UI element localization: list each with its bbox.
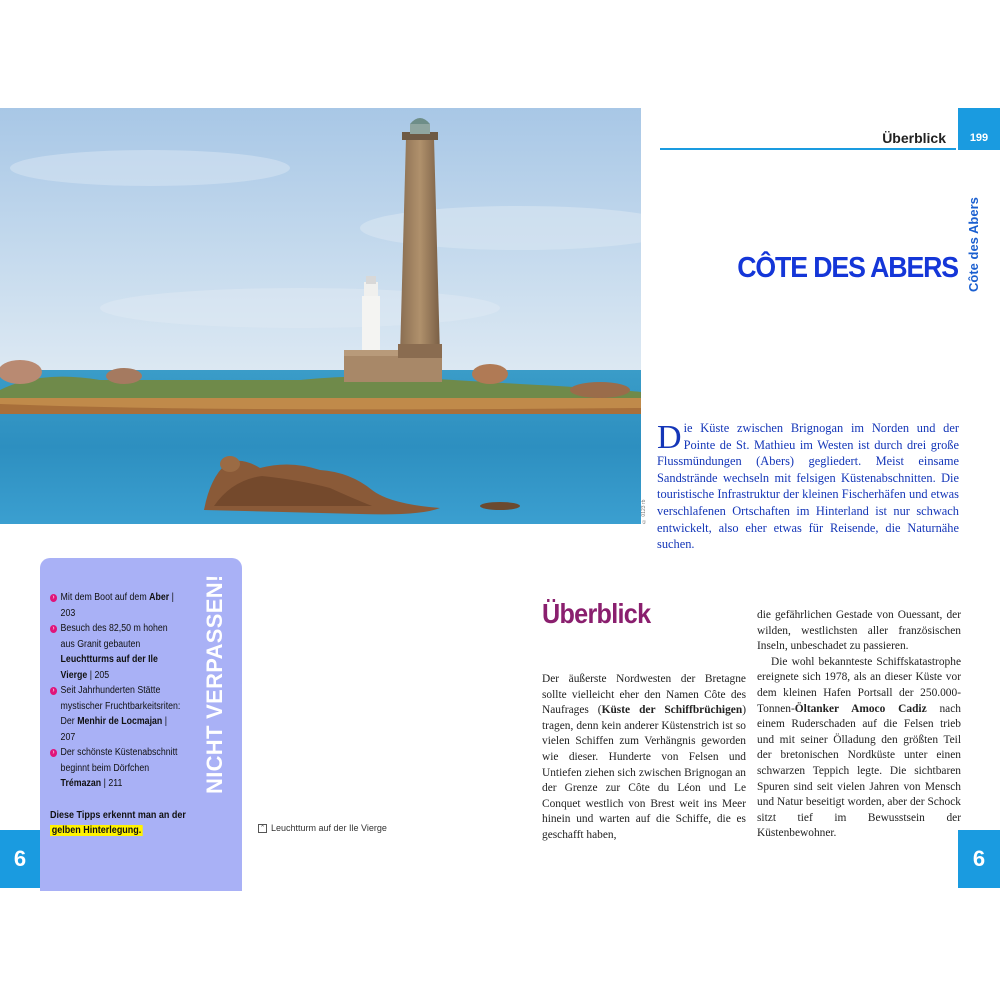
article-column-left: [542, 672, 746, 844]
tip-item: [50, 590, 182, 621]
intro-paragraph: [657, 420, 959, 553]
chapter-title: CÔTE DES ABERS: [737, 252, 958, 284]
side-chapter-title: Côte des Abers: [966, 197, 981, 292]
tip-item: [50, 745, 182, 792]
photo-caption-text: Leuchtturm auf der Ile Vierge: [271, 823, 387, 833]
tip-highlight-text: Leuchtturms auf der Ile Vierge: [60, 654, 158, 681]
tips-note-text: Diese Tipps erkennt man an der: [50, 810, 186, 821]
photo-credit: © 0123 rb: [641, 499, 647, 524]
article-column-right: [757, 608, 961, 842]
article-heading: Überblick: [542, 598, 651, 629]
tip-text: Seit Jahrhunderten Stätte mystischer Fruchtbarkeitsriten: Der: [60, 685, 181, 727]
arrow-bullet-icon: ›: [50, 594, 57, 602]
tip-text: Besuch des 82,50 m hohen aus Granit gebauten: [60, 623, 168, 650]
header-rule: [660, 148, 956, 150]
paragraph-text: Der äußerste Nordwesten der Bretagne sollte vielleicht eher den Namen Côte des Naufrages (: [542, 673, 746, 717]
paragraph-text: ) tragen, denn kein anderer Küstenstrich ist so vielen Schiffen zum Verhängnis geworden wie dieser. Hunderte von Felsen und Untiefen ziehen sich zwischen Brignogan an der Grenze zur Côte du Léon und Le Conquet westlich von Brest weit ins Meer hinein und warten auf die Schiffe, die es geschafft haben,: [542, 704, 746, 841]
article-paragraph: [757, 655, 961, 842]
paragraph-text: nach einem Ruderschaden auf die Felsen trieb und mit seiner Ölladung den größten Teil der bretonischen Nordküste unter einen schwarzen Teppich legte. Die sichtbaren Spuren sind seit vielen Jahren von Mensch und Natur beseitigt worden, aber der Schock sitzt tief im Bewusstsein der Küstenbewohner.: [757, 702, 961, 840]
tip-page-ref[interactable]: | 207: [60, 716, 168, 743]
tip-item: [50, 683, 182, 745]
paragraph-bold-text: Küste der Schiffbrüchigen: [601, 704, 743, 717]
article-paragraph: [542, 672, 746, 844]
paragraph-text: Die wohl bekannteste Schiffskatastrophe ereignete sich 1978, als an dieser Küste vor dem kleinen Hafen Portsall der 250.000-Tonnen-: [757, 655, 961, 715]
tip-text: Mit dem Boot auf dem: [60, 592, 150, 603]
chapter-tab-right: 6: [958, 830, 1000, 888]
tip-highlight-text: Menhir de Locmajan: [77, 716, 163, 727]
tip-page-ref[interactable]: | 205: [87, 669, 110, 681]
tips-list: [50, 590, 182, 792]
paragraph-bold-text: Öltanker Amoco Cadiz: [794, 702, 927, 715]
tip-highlight-text: Trémazan: [60, 778, 102, 789]
arrow-bullet-icon: ›: [50, 749, 57, 757]
running-header-section: Überblick: [882, 130, 946, 146]
tip-text: Der schönste Küstenabschnitt beginnt beim Dörfchen: [60, 747, 178, 774]
article-paragraph: die gefährlichen Gestade von Ouessant, der wilden, westlichsten aller französischen Inseln, unbeschadet zu passieren.: [757, 609, 961, 653]
intro-text: ie Küste zwischen Brignogan im Norden und der Pointe de St. Mathieu im Westen ist durch drei große Flussmündungen (Abers) gegliedert. Meist einsame Sandstrände wechseln mit felsigen Küstenabschnitten. Die touristische Infrastruktur der kleinen Fischerhäfen und etwas verschlafenen Ortschaften im Hinterland ist nur schwach entwickelt, also eher etwas für Reisende, die Naturnähe suchen.: [657, 421, 959, 552]
photo-caption: [258, 823, 387, 833]
tip-highlight-text: Aber: [149, 592, 170, 603]
tips-note: [50, 808, 201, 838]
nicht-verpassen-title: NICHT VERPASSEN!: [202, 574, 227, 794]
tip-page-ref[interactable]: | 203: [60, 592, 174, 619]
arrow-bullet-icon: ›: [50, 687, 57, 695]
photo-caption-icon: ⌃: [259, 824, 266, 832]
lighthouse-photo: [0, 108, 641, 524]
tips-note-highlight: gelben Hinterlegung.: [51, 825, 142, 836]
arrow-bullet-icon: ›: [50, 625, 57, 633]
chapter-tab-left: 6: [0, 830, 40, 888]
tip-page-ref[interactable]: | 211: [101, 778, 123, 789]
drop-cap: D: [657, 419, 682, 456]
tip-item: [50, 621, 182, 683]
page-number: 199: [969, 132, 989, 144]
